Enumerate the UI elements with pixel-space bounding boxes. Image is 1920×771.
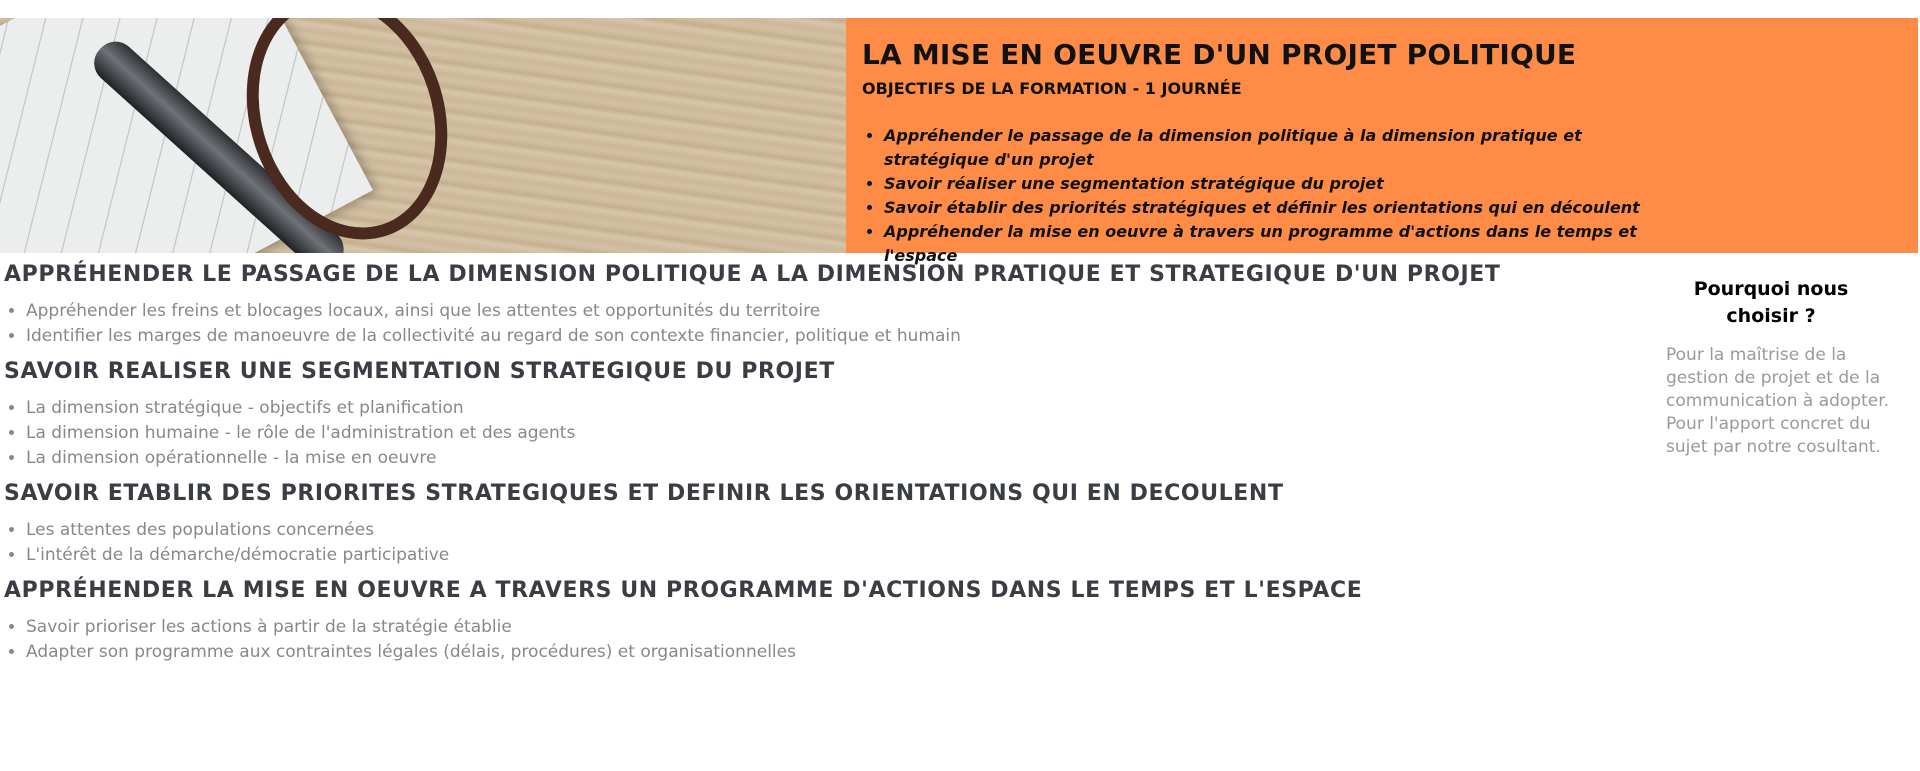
list-item: • La dimension opérationnelle - la mise en oeuvre <box>26 446 1604 471</box>
section-list <box>4 396 1604 471</box>
list-item: • La dimension stratégique - objectifs et planification <box>26 396 1604 421</box>
banner-panel <box>846 18 1918 265</box>
list-item: • Adapter son programme aux contraintes légales (délais, procédures) et organisationnelles <box>26 640 1604 665</box>
page-title: LA MISE EN OEUVRE D'UN PROJET POLITIQUE <box>862 38 1577 71</box>
why-choose-us-sidebar <box>1666 276 1890 459</box>
section-list <box>4 299 1604 349</box>
sidebar-title: Pourquoi nous choisir ? <box>1693 278 1849 327</box>
section-heading: SAVOIR REALISER UNE SEGMENTATION STRATEGIQUE DU PROJET <box>4 359 835 384</box>
objective-item: • Appréhender le passage de la dimension politique à la dimension pratique et stratégique d'un projet <box>884 124 1684 172</box>
list-item: • Appréhender les freins et blocages locaux, ainsi que les attentes et opportunités du territoire <box>26 299 1604 324</box>
desk-photo <box>0 18 846 253</box>
list-item: • Identifier les marges de manoeuvre de la collectivité au regard de son contexte financier, politique et humain <box>26 324 1604 349</box>
section-list <box>4 518 1604 568</box>
section-heading: APPRÉHENDER LE PASSAGE DE LA DIMENSION POLITIQUE A LA DIMENSION PRATIQUE ET STRATEGIQUE D'UN PROJET <box>4 262 1501 287</box>
section-list <box>4 615 1604 665</box>
header-banner <box>0 18 1918 265</box>
list-item: • La dimension humaine - le rôle de l'administration et des agents <box>26 421 1604 446</box>
objective-item: • Appréhender la mise en oeuvre à travers un programme d'actions dans le temps et l'espace <box>884 220 1684 268</box>
list-item: • Savoir prioriser les actions à partir de la stratégie établie <box>26 615 1604 640</box>
section-heading: SAVOIR ETABLIR DES PRIORITES STRATEGIQUES ET DEFINIR LES ORIENTATIONS QUI EN DECOULENT <box>4 481 1284 506</box>
section-heading: APPRÉHENDER LA MISE EN OEUVRE A TRAVERS UN PROGRAMME D'ACTIONS DANS LE TEMPS ET L'ESPACE <box>4 578 1363 603</box>
objective-item: • Savoir réaliser une segmentation stratégique du projet <box>884 172 1684 196</box>
objective-item: • Savoir établir des priorités stratégiques et définir les orientations qui en découlent <box>884 196 1684 220</box>
objectives-subtitle: OBJECTIFS DE LA FORMATION - 1 JOURNÉE <box>862 79 1242 98</box>
main-content <box>4 262 1604 675</box>
list-item: • Les attentes des populations concernées <box>26 518 1604 543</box>
objectives-list <box>862 124 1902 268</box>
sidebar-text: Pour la maîtrise de la gestion de projet et de la communication à adopter. Pour l'apport concret du sujet par notre cosultant. <box>1666 345 1890 457</box>
list-item: • L'intérêt de la démarche/démocratie participative <box>26 543 1604 568</box>
